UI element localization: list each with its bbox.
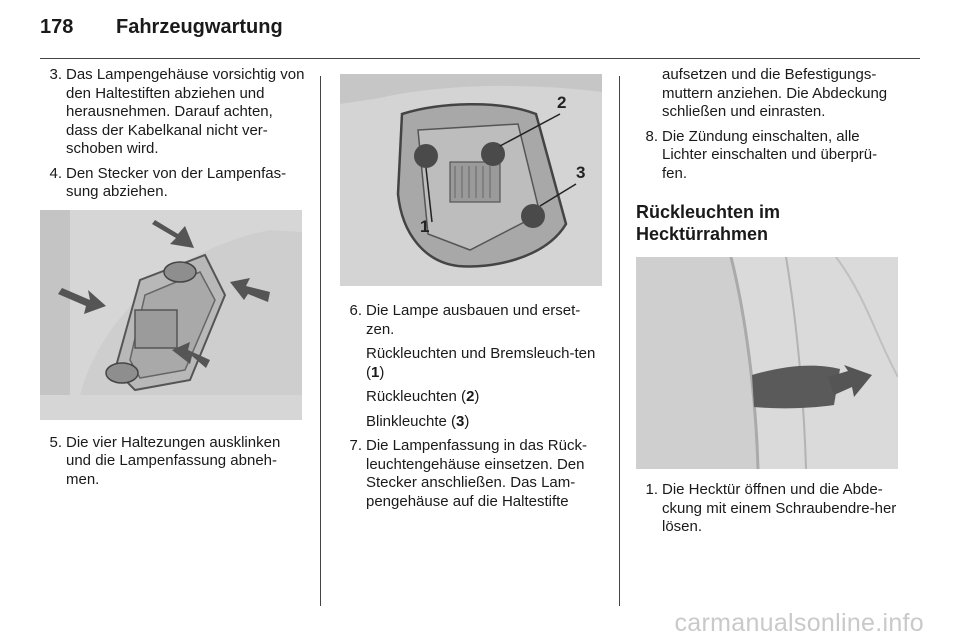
callout-label-3: 3	[576, 163, 586, 182]
bulb-socket-illustration	[340, 74, 602, 286]
page-title: Fahrzeugwartung	[116, 16, 283, 38]
section-heading: Rückleuchten im Hecktürrahmen	[636, 202, 781, 244]
step-5: 5. Die vier Haltezungen ausklinken und die Lampenfassung abneh-men.	[49, 433, 281, 488]
column-divider-1	[320, 76, 321, 606]
header-rule	[40, 58, 920, 59]
column-divider-2	[619, 76, 620, 606]
step-1: 1. Die Hecktür öffnen und die Abde-ckung mit einem Schraubendre-her lösen.	[645, 481, 897, 535]
bulb-1-label: Rückleuchten und Bremsleuch-ten (1)	[366, 345, 596, 381]
step-3: 3. Das Lampengehäuse vorsichtig von den Haltestiften abziehen und herausnehmen. Darauf achten, dass der Kabelkanal nicht ver-schoben wird.	[49, 66, 305, 157]
column-1	[40, 66, 305, 495]
callout-label-2: 2	[557, 93, 567, 112]
step-6: 6. Die Lampe ausbauen und erset-zen.	[349, 302, 581, 338]
page-number: 178	[40, 16, 74, 38]
lamp-housing-illustration	[40, 210, 302, 420]
step-4: 4. Den Stecker von der Lampenfas-sung abziehen.	[49, 164, 287, 200]
step-7: 7. Die Lampenfassung in das Rück-leuchtengehäuse einsetzen. Den Stecker anschließen. Das Lam-pengehäuse auf die Haltestifte	[349, 437, 587, 510]
step-8: 8. Die Zündung einschalten, alle Lichter einschalten und überprü-fen.	[645, 127, 878, 182]
watermark: carmanualsonline.info	[674, 609, 924, 637]
bulb-3-label: Blinkleuchte (3)	[366, 412, 470, 430]
bulb-2-label: Rückleuchten (2)	[366, 388, 480, 405]
step-7-continuation: aufsetzen und die Befestigungs-muttern anziehen. Die Abdeckung schließen und einrasten.	[662, 66, 888, 120]
page-header	[40, 16, 283, 39]
tailgate-frame-illustration	[636, 257, 898, 469]
column-3	[636, 66, 902, 543]
callout-label-1: 1	[420, 217, 430, 236]
column-2	[340, 66, 602, 517]
